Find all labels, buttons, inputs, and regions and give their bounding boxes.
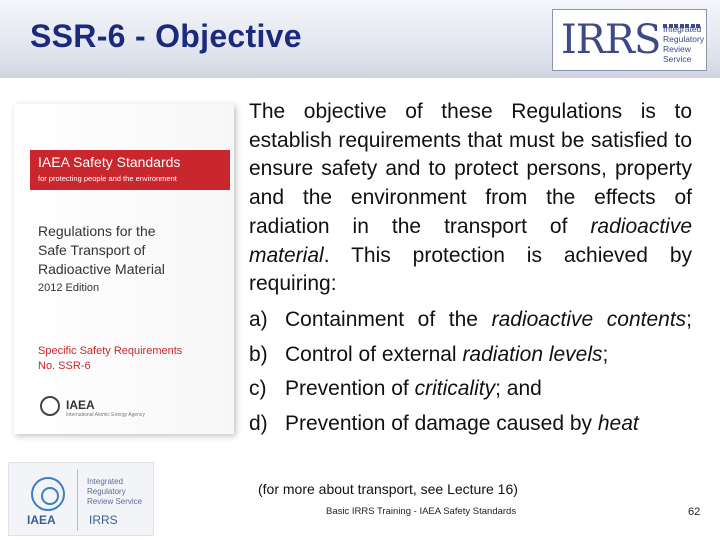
irrs-logo-dots: [663, 15, 703, 23]
list-item-label: d): [249, 412, 268, 436]
cover-title-line: Safe Transport of: [38, 242, 146, 258]
footer-service-name: [87, 477, 142, 507]
objective-paragraph: [249, 98, 692, 299]
iaea-atom-icon: [31, 477, 65, 511]
irrs-logo-line: Review: [663, 44, 691, 54]
list-item-tail: ; and: [495, 377, 542, 401]
cover-edition: 2012 Edition: [38, 282, 100, 294]
list-item-emphasis: radioactive contents: [491, 307, 687, 331]
list-item-lead: Prevention of damage caused by: [285, 412, 598, 436]
footer-logo: [8, 462, 154, 536]
irrs-logo: [552, 9, 707, 71]
slide-header: [0, 0, 720, 78]
list-item: [249, 375, 692, 404]
list-item: [249, 306, 692, 335]
irrs-logo-line: Integrated: [663, 24, 702, 34]
list-item-lead: Prevention of: [285, 377, 415, 401]
list-item-emphasis: criticality: [414, 377, 496, 401]
list-item-lead: Control of external: [285, 342, 463, 366]
footer-service-line: Regulatory: [87, 487, 126, 496]
footer-service-line: Review Service: [87, 497, 143, 506]
footer-service-line: Integrated: [87, 477, 124, 486]
irrs-logo-text: [663, 24, 704, 64]
list-item-label: a): [249, 307, 268, 331]
cover-title: [38, 222, 228, 279]
slide-title: SSR-6 - Objective: [30, 18, 302, 54]
footer-course-title: Basic IRRS Training - IAEA Safety Standards: [326, 506, 517, 517]
paragraph-text-end: . This protection is achieved by requiring:: [249, 243, 692, 296]
cover-series-title: IAEA Safety Standards: [38, 154, 181, 170]
cover-series-subtitle: for protecting people and the environment: [38, 174, 177, 183]
iaea-emblem-icon: [40, 396, 60, 416]
slide-body: [249, 98, 692, 439]
cover-category-line: No. SSR-6: [38, 360, 91, 372]
cover-publisher-sub: International Atomic Energy Agency: [66, 412, 145, 418]
list-item-emphasis: radiation levels: [462, 342, 603, 366]
list-item-lead: Containment of the: [285, 307, 492, 331]
list-item-tail: ;: [686, 307, 693, 331]
list-item-emphasis: heat: [597, 412, 639, 436]
cover-title-line: Radioactive Material: [38, 261, 165, 277]
cover-publisher: IAEA: [66, 398, 95, 412]
list-item: [249, 341, 692, 370]
lecture-note: (for more about transport, see Lecture 16): [258, 481, 518, 497]
footer-iaea-label: IAEA: [27, 513, 56, 527]
cover-series-band: [30, 150, 230, 190]
list-item-label: b): [249, 342, 268, 366]
irrs-logo-line: Regulatory: [663, 34, 705, 44]
cover-category: [38, 344, 182, 374]
list-item: [249, 410, 692, 439]
page-number: 62: [688, 506, 701, 518]
paragraph-emphasis: radioactive material: [249, 214, 692, 267]
irrs-logo-line: Service: [663, 54, 692, 64]
cover-category-line: Specific Safety Requirements: [38, 345, 183, 357]
list-item-tail: ;: [602, 342, 609, 366]
footer-irrs-label: IRRS: [89, 513, 118, 527]
cover-title-line: Regulations for the: [38, 223, 156, 239]
publication-cover-image: [14, 104, 234, 434]
irrs-logo-letters: IRRS: [561, 17, 661, 63]
footer-logo-divider: [77, 469, 78, 531]
list-item-label: c): [249, 377, 267, 401]
paragraph-text: The objective of these Regulations is to establish requirements that must be satisfied to ensure safety and to protect persons, property and the environment from the effects of radiation in the transport of: [249, 100, 692, 238]
